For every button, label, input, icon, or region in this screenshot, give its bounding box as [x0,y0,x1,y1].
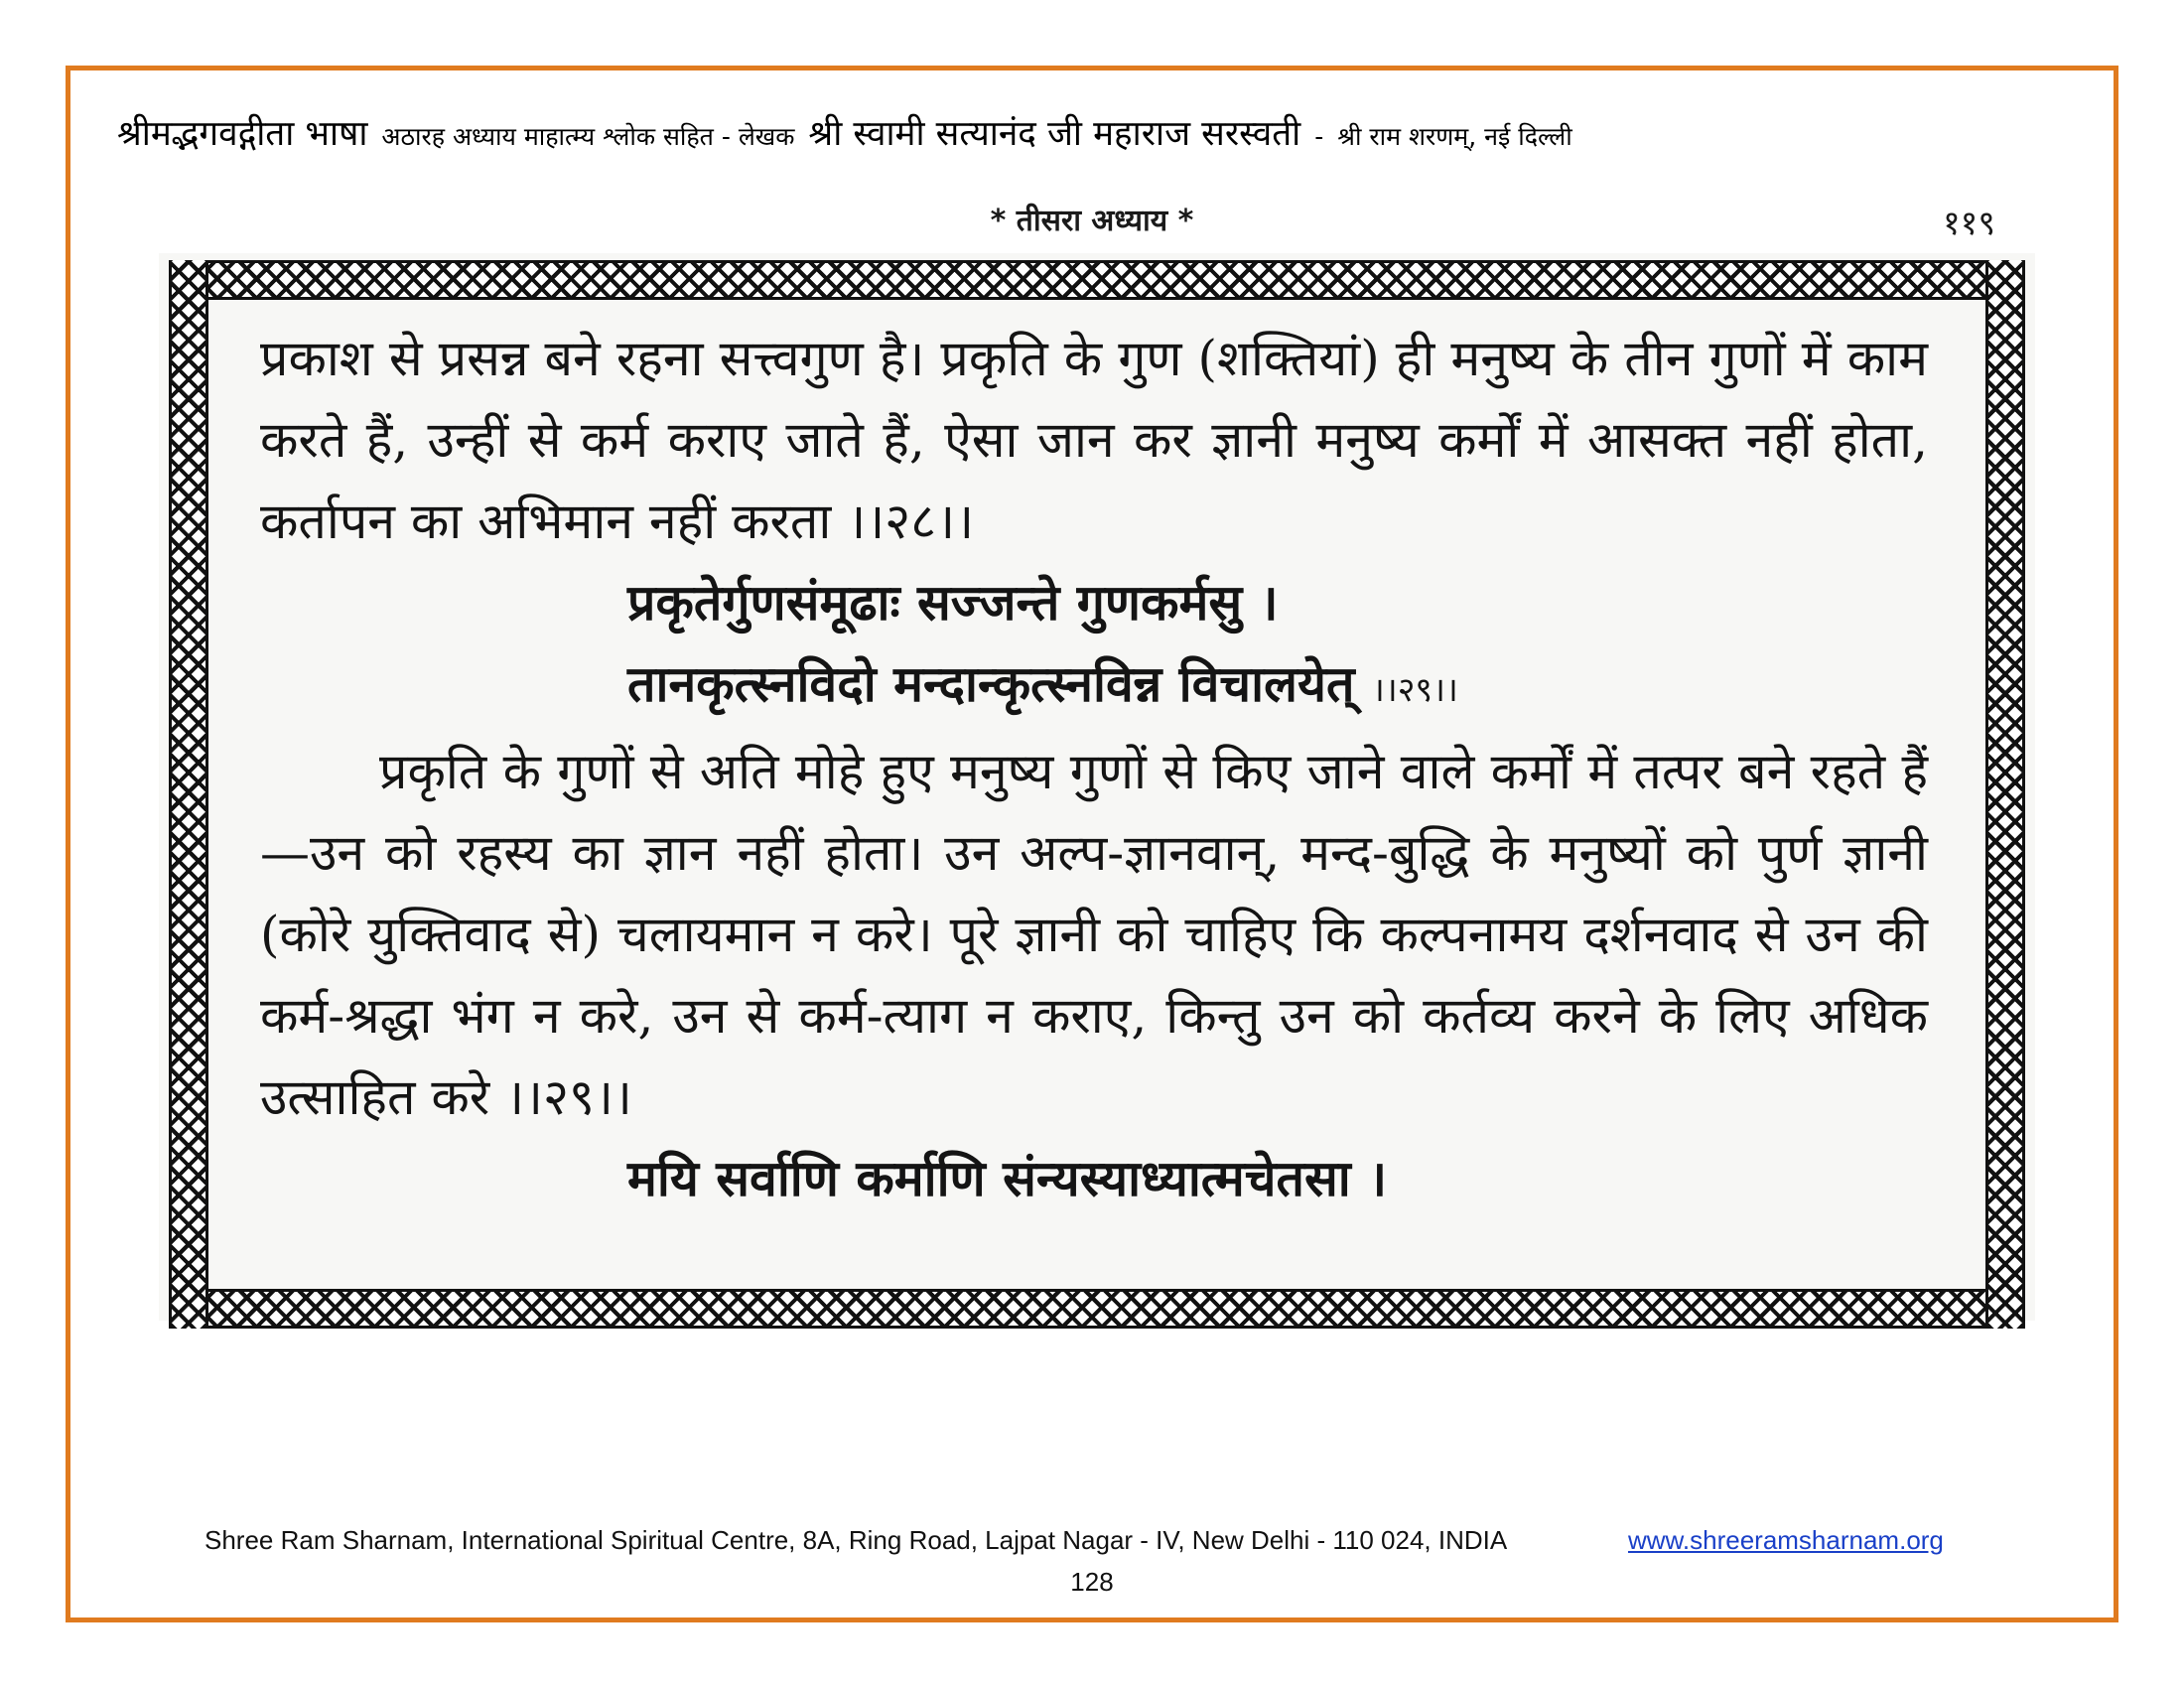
shloka-29-line-2-text: तानकृत्स्नविदो मन्दान्कृत्स्नविन्न विचालयेत् [627,654,1355,713]
commentary-paragraph-29: प्रकृति के गुणों से अति मोहे हुए मनुष्य गुणों से किए जाने वाले कर्मों में तत्पर बने रहते हैं—उन को रहस्य का ज्ञान नहीं होता। उन अल्प-ज्ञानवान्, मन्द-बुद्धि के मनुष्यों को पुर्ण ज्ञानी (कोरे युक्तिवाद से) चलायमान न करे। पूरे ज्ञानी को चाहिए कि कल्पनामय दर्शनवाद से उन की कर्म-श्रद्धा भंग न करे, उन से कर्म-त्याग न कराए, किन्तु उन को कर्तव्य करने के लिए अधिक उत्साहित करे ।।२९।। [260,743,1928,1126]
shloka-29-line-2 [260,643,1928,731]
book-subtitle: अठारह अध्याय माहात्म्य श्लोक सहित - लेखक [381,122,795,151]
ornamental-border-right [1985,260,2025,1329]
footer-address: Shree Ram Sharnam, International Spiritual Centre, 8A, Ring Road, Lajpat Nagar - IV, New Delhi - 110 024, INDIA [205,1525,1508,1555]
commentary-paragraph-28: प्रकाश से प्रसन्न बने रहना सत्त्वगुण है। प्रकृति के गुण (शक्तियां) ही मनुष्य के तीन गुणों में काम करते हैं, उन्हीं से कर्म कराए जाते हैं, ऐसा जान कर ज्ञानी मनुष्य कर्मों में आसक्त नहीं होता, कर्तापन का अभिमान नहीं करता ।।२८।। [260,330,1928,550]
shloka-29-number: ।।२९।। [1371,670,1458,710]
scripture-text [260,318,1928,1219]
shloka-29-line-1: प्रकृतेर्गुणसंमूढाः सज्जन्ते गुणकर्मसु । [627,573,1279,632]
page-header [117,109,2067,159]
shloka-30-line-1: मयि सर्वाणि कर्माणि संन्यस्याध्यात्मचेतसा । [627,1149,1388,1207]
book-title: श्रीमद्भगवद्गीता भाषा [117,114,368,154]
chapter-title: * तीसरा अध्याय * [990,204,1194,238]
footer-website-link[interactable]: www.shreeramsharnam.org [1628,1525,1944,1555]
ornamental-border-top [174,260,2010,300]
publisher-place: श्री राम शरणम्, नई दिल्ली [1337,122,1572,151]
ornamental-border-left [169,260,208,1329]
page-footer [179,1525,2005,1565]
ornamental-border-bottom [174,1289,2010,1329]
footer-page-number: 128 [1070,1567,1114,1597]
scan-page-number: ११९ [1942,204,1995,243]
header-separator: - [1314,122,1324,151]
author-name: श्री स्वामी सत्यानंद जी महाराज सरस्वती [808,114,1301,154]
